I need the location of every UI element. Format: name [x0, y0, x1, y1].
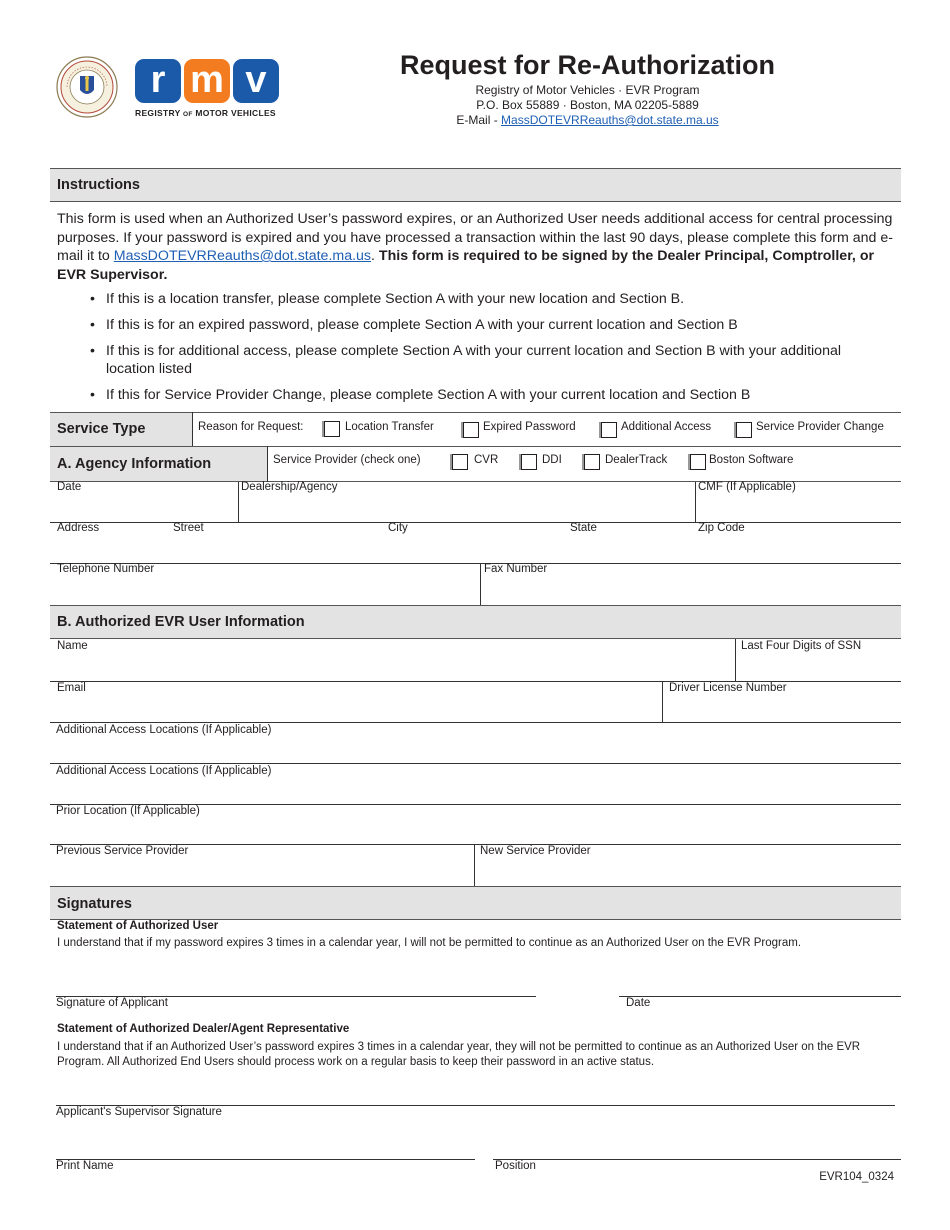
- instructions-heading: Instructions: [57, 177, 140, 193]
- date-field-label: Date: [57, 481, 82, 493]
- address-field-line[interactable]: [50, 563, 901, 564]
- signatures-bar: [50, 886, 901, 920]
- dealer-statement-text: I understand that if an Authorized User’s password expires 3 times in a calendar year, they will not be permitted to continue as an Authorized User on the EVR Program. All Authorized End Users should process work on a regular basis to keep their password in an active status.: [57, 1041, 861, 1068]
- user-statement-text: I understand that if my password expires 3 times in a calendar year, I will not be permitted to continue as an Authorized User on the EVR Program.: [57, 937, 802, 949]
- user-statement-heading: Statement of Authorized User: [57, 920, 219, 932]
- checkbox-additional-access[interactable]: [601, 422, 617, 438]
- dealer-statement-heading: Statement of Authorized Dealer/Agent Representative: [57, 1023, 350, 1035]
- rmv-logo-m: m: [184, 59, 230, 103]
- print-name-line[interactable]: [56, 1159, 475, 1160]
- section-b-heading: B. Authorized EVR User Information: [57, 614, 305, 630]
- applicant-signature-label: Signature of Applicant: [56, 997, 168, 1009]
- prior-location-label: Prior Location (If Applicable): [56, 805, 200, 817]
- email-field-line[interactable]: [50, 722, 901, 723]
- new-provider-label: New Service Provider: [480, 845, 591, 857]
- city-field-label: City: [388, 522, 408, 534]
- page-title: Request for Re-Authorization: [400, 50, 775, 80]
- provider-boston-software: Boston Software: [709, 454, 794, 466]
- service-type-heading: Service Type: [57, 421, 146, 437]
- list-item: • If this is a location transfer, please complete Section A with your new location and Section B.: [90, 290, 880, 308]
- email-field-label: Email: [57, 682, 86, 694]
- header-email-link[interactable]: MassDOTEVRReauths@dot.state.ma.us: [501, 113, 719, 127]
- list-item: • If this is for an expired password, please complete Section A with your current location and Section B: [90, 316, 880, 334]
- instructions-bar: [50, 168, 901, 202]
- header-line-2: P.O. Box 55889 · Boston, MA 02205-5889: [476, 98, 699, 112]
- ssn-field-label: Last Four Digits of SSN: [741, 640, 862, 652]
- print-name-label: Print Name: [56, 1160, 114, 1172]
- checkbox-dealertrack[interactable]: [584, 454, 600, 470]
- provider-cvr: CVR: [474, 454, 499, 466]
- list-item: • If this for Service Provider Change, please complete Section A with your current location and Section B: [90, 386, 880, 404]
- section-b-bar: [50, 605, 901, 639]
- checkbox-location-transfer[interactable]: [324, 421, 340, 437]
- provider-dealertrack: DealerTrack: [605, 454, 668, 466]
- checkbox-ddi[interactable]: [521, 454, 537, 470]
- checkbox-service-provider-change[interactable]: [736, 422, 752, 438]
- header-email-line: E-Mail - MassDOTEVRReauths@dot.state.ma.us: [456, 113, 719, 127]
- signatures-heading: Signatures: [57, 896, 132, 912]
- state-field-label: State: [570, 522, 597, 534]
- header-line-1: Registry of Motor Vehicles · EVR Program: [475, 83, 700, 97]
- rmv-logo: [135, 59, 279, 118]
- option-service-provider-change: Service Provider Change: [756, 421, 884, 433]
- street-field-label: Street: [173, 522, 204, 534]
- telephone-field-label: Telephone Number: [57, 563, 155, 575]
- additional-location-2-label: Additional Access Locations (If Applicable): [56, 765, 272, 777]
- zip-field-label: Zip Code: [698, 522, 745, 534]
- instructions-text: This form is used when an Authorized User’s password expires, or an Authorized User needs additional access for central processing purposes. If your password is expired and you have processed a transaction within the last 90 days, please complete this form and e-mail it to MassDOTEVRReauths@dot.state.ma.us. This form is required to be signed by the Dealer Principal, Comptroller, or EVR Supervisor.: [57, 211, 893, 283]
- checkbox-boston-software[interactable]: [690, 454, 706, 470]
- previous-provider-label: Previous Service Provider: [56, 845, 189, 857]
- option-additional-access: Additional Access: [621, 421, 712, 433]
- signature-date-label: Date: [626, 997, 651, 1009]
- supervisor-signature-label: Applicant's Supervisor Signature: [56, 1106, 222, 1118]
- name-field-label: Name: [57, 640, 88, 652]
- checkbox-expired-password[interactable]: [463, 422, 479, 438]
- additional-location-1-line[interactable]: [50, 763, 901, 764]
- date-signature-line[interactable]: [619, 996, 901, 997]
- address-field-label: Address: [57, 522, 100, 534]
- position-line[interactable]: [493, 1159, 901, 1160]
- option-location-transfer: Location Transfer: [345, 421, 434, 433]
- cmf-field-label: CMF (If Applicable): [698, 481, 796, 493]
- rmv-logo-caption: REGISTRY OF MOTOR VEHICLES: [135, 108, 276, 118]
- checkbox-cvr[interactable]: [452, 454, 468, 470]
- dealership-field-label: Dealership/Agency: [241, 481, 338, 493]
- provider-label: Service Provider (check one): [273, 454, 421, 466]
- rmv-logo-v: v: [233, 59, 279, 103]
- instructions-bullets: [90, 290, 880, 412]
- massachusetts-seal-icon: [56, 56, 118, 118]
- option-expired-password: Expired Password: [483, 421, 576, 433]
- position-label: Position: [495, 1160, 536, 1172]
- section-a-heading: A. Agency Information: [57, 456, 212, 472]
- instructions-email-link[interactable]: MassDOTEVRReauths@dot.state.ma.us: [113, 248, 372, 264]
- fax-field-label: Fax Number: [484, 563, 548, 575]
- additional-location-1-label: Additional Access Locations (If Applicable): [56, 724, 272, 736]
- rmv-logo-r: r: [135, 59, 181, 103]
- provider-ddi: DDI: [542, 454, 562, 466]
- list-item: • If this is for additional access, please complete Section A with your current location and Section B with your additional location listed: [90, 342, 880, 378]
- license-field-label: Driver License Number: [669, 682, 787, 694]
- reason-label: Reason for Request:: [198, 421, 304, 433]
- form-number: EVR104_0324: [819, 1171, 894, 1183]
